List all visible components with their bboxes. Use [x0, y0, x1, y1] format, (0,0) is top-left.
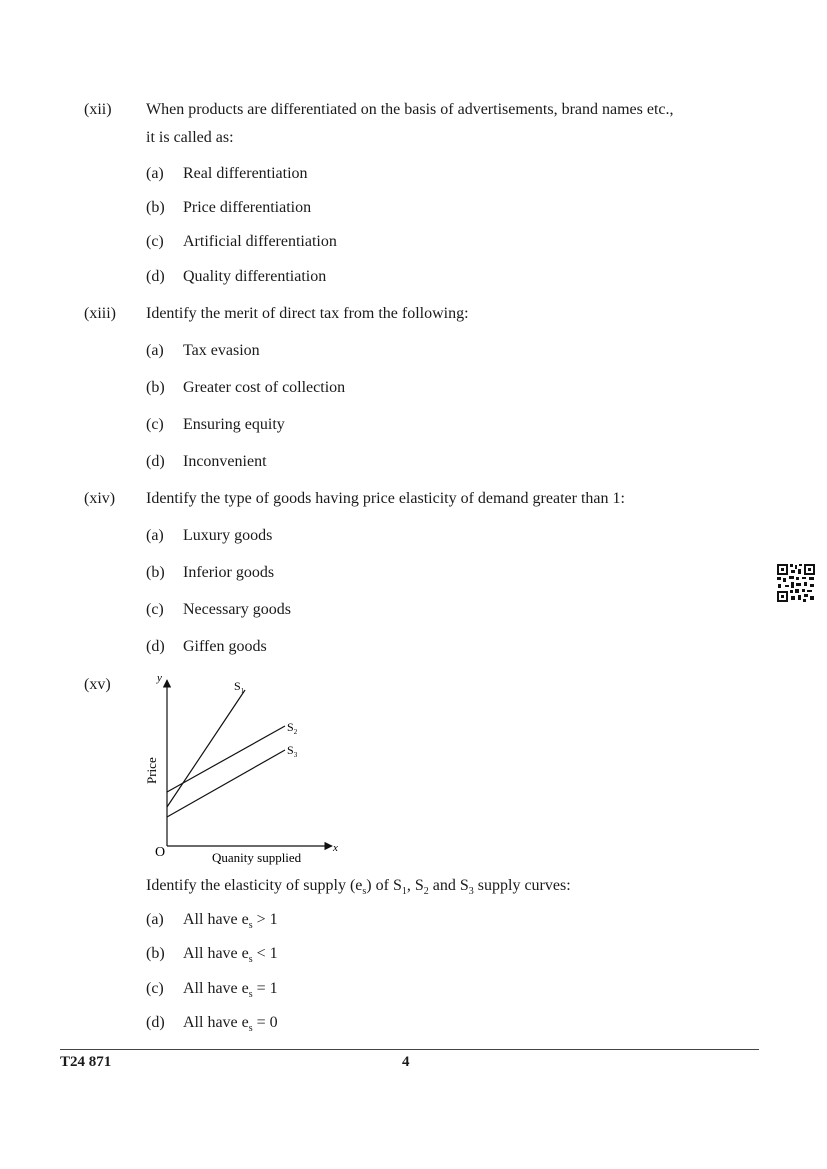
option-text: Ensuring equity	[183, 416, 285, 433]
curve-label-s1: $S_1$	[234, 679, 245, 695]
option-label: (c)	[146, 233, 164, 250]
option-xv-b	[146, 945, 278, 965]
x-axis-label: Quanity supplied	[212, 850, 302, 865]
option-text: All have $e_s = 1$	[183, 980, 278, 1001]
option-label: (b)	[146, 945, 165, 962]
option-xii-c	[146, 233, 337, 251]
question-text-xiii: Identify the merit of direct tax from the following:	[146, 305, 469, 322]
option-text: Artificial differentiation	[183, 233, 337, 250]
option-label: (b)	[146, 199, 165, 216]
option-label: (d)	[146, 268, 165, 285]
option-text: Price differentiation	[183, 199, 312, 216]
option-text: Inconvenient	[183, 453, 267, 470]
option-xiii-d	[146, 453, 267, 471]
option-xii-b	[146, 199, 311, 217]
option-xiv-b	[146, 564, 274, 582]
question-text-xiv: Identify the type of goods having price elasticity of demand greater than 1:	[146, 490, 625, 507]
option-xiv-a	[146, 527, 272, 545]
option-label: (a)	[146, 342, 164, 359]
option-xv-a	[146, 911, 278, 931]
option-xii-d	[146, 268, 326, 286]
option-label: (a)	[146, 527, 164, 544]
option-text: All have $e_s < 1$	[183, 945, 278, 966]
option-text: Necessary goods	[183, 601, 291, 618]
option-xii-a	[146, 165, 308, 183]
supply-curve-s1	[167, 690, 245, 807]
curve-label-s3: $S_3$	[287, 743, 298, 759]
question-number-xv: (xv)	[84, 676, 111, 693]
option-xiv-c	[146, 601, 291, 619]
paper-code: T24 871	[60, 1054, 112, 1070]
question-text-xii: When products are differentiated on the basis of advertisements, brand names etc., it is called as:	[146, 101, 674, 146]
option-xv-d	[146, 1014, 278, 1034]
y-axis-letter: y	[157, 672, 162, 684]
option-label: (c)	[146, 416, 164, 433]
curve-label-s2: $S_2$	[287, 720, 298, 736]
option-xiii-b	[146, 379, 345, 397]
footer-divider	[60, 1049, 759, 1050]
option-text: Tax evasion	[183, 342, 260, 359]
option-text: Inferior goods	[183, 564, 275, 581]
supply-curves-graph	[142, 668, 342, 868]
question-text-xv: Identify the elasticity of supply $(e_s)$ of $S_1$, $S_2$ and $S_3$ supply curves:	[146, 877, 571, 898]
supply-curve-s3	[167, 750, 285, 817]
question-number-xiii: (xiii)	[84, 305, 116, 322]
option-label: (d)	[146, 1014, 165, 1031]
option-text: Quality differentiation	[183, 268, 327, 285]
option-text: Giffen goods	[183, 638, 267, 655]
option-text: All have $e_s > 1$	[183, 911, 278, 932]
question-number-xiv: (xiv)	[84, 490, 116, 507]
option-text: Luxury goods	[183, 527, 273, 544]
y-axis-label: Price	[144, 757, 159, 784]
option-xiv-d	[146, 638, 267, 656]
option-label: (c)	[146, 601, 164, 618]
option-xv-c	[146, 980, 278, 1000]
option-label: (a)	[146, 165, 164, 182]
question-number-xii: (xii)	[84, 101, 112, 118]
option-xiii-c	[146, 416, 285, 434]
option-text: Greater cost of collection	[183, 379, 346, 396]
option-label: (a)	[146, 911, 164, 928]
x-axis-letter: x	[333, 842, 338, 854]
option-xiii-a	[146, 342, 260, 360]
origin-label: O	[155, 845, 166, 860]
option-text: All have $e_s = 0$	[183, 1014, 278, 1035]
option-label: (d)	[146, 638, 165, 655]
option-label: (b)	[146, 379, 165, 396]
option-label: (b)	[146, 564, 165, 581]
supply-curve-s2	[167, 726, 285, 792]
option-label: (c)	[146, 980, 164, 997]
page-number: 4	[402, 1054, 410, 1070]
option-label: (d)	[146, 453, 165, 470]
qr-code	[776, 563, 816, 603]
option-text: Real differentiation	[183, 165, 308, 182]
